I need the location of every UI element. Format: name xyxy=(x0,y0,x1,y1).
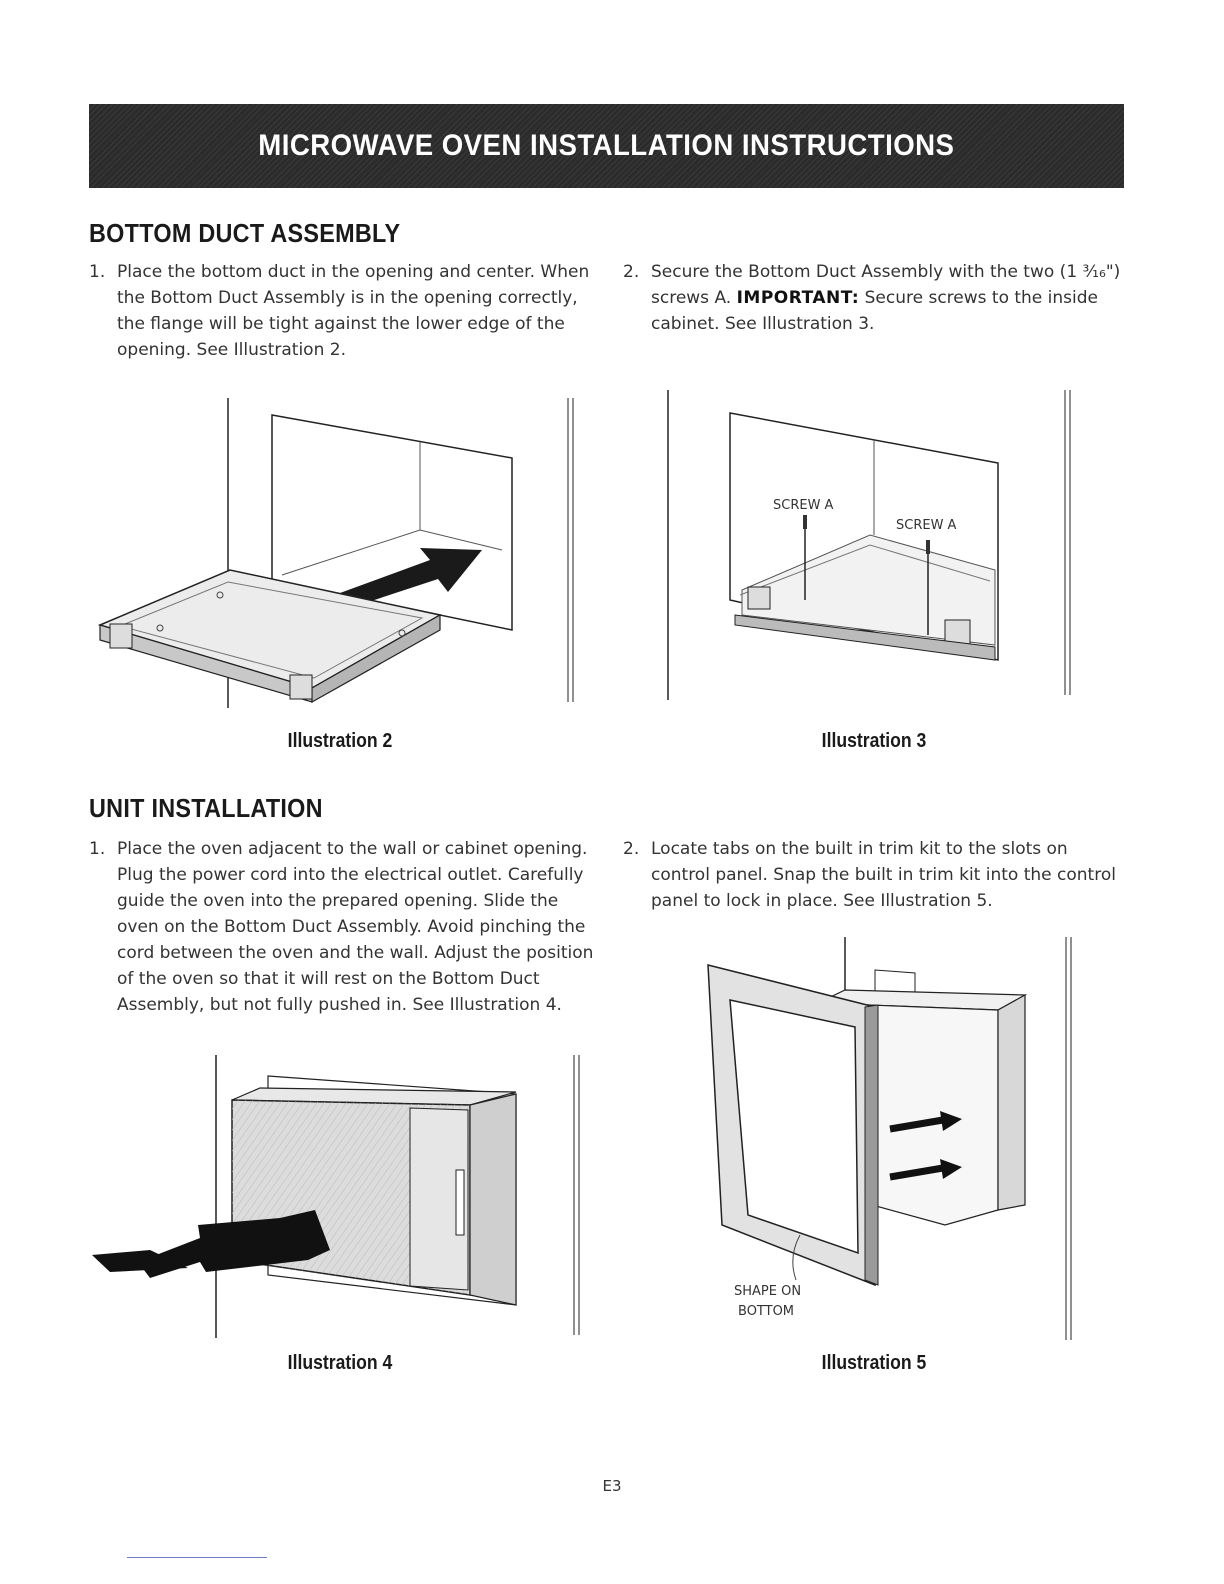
banner-title: MICROWAVE OVEN INSTALLATION INSTRUCTIONS xyxy=(258,129,955,162)
section-title-bottom-duct: BOTTOM DUCT ASSEMBLY xyxy=(89,218,401,248)
unit-install-step-2 xyxy=(623,836,1128,916)
footer-divider xyxy=(127,1557,267,1558)
illustration-4-caption: Illustration 4 xyxy=(287,1352,393,1374)
step-text: Place the bottom duct in the opening and center. When the Bottom Duct Assembly is in the opening correctly, the flange will be tight against the lower edge of the opening. See Illustration 2. xyxy=(117,262,590,360)
illustration-2-caption: Illustration 2 xyxy=(287,730,393,752)
illustration-4-oven-slide-in xyxy=(90,1050,590,1340)
step-number: 1. xyxy=(89,262,106,282)
step-number: 1. xyxy=(89,839,106,859)
illustration-3-caption: Illustration 3 xyxy=(821,730,927,752)
page-banner xyxy=(89,104,1124,188)
step-text: Locate tabs on the built in trim kit to the slots on control panel. Snap the built in trim kit into the control panel to lock in place. See Illustration 5. xyxy=(651,839,1116,911)
illustration-5-trim-kit xyxy=(700,935,1090,1340)
illustration-2-duct-into-opening xyxy=(90,390,590,710)
bottom-duct-step-1 xyxy=(89,259,594,369)
illustration-3-screws xyxy=(660,385,1090,705)
step-text xyxy=(651,259,1128,337)
screw-a-left-icon xyxy=(803,515,807,529)
step-text-part: Secure the Bottom Duct Assembly with the two (1 ³⁄₁₆") screws A. xyxy=(651,262,1121,308)
important-label: IMPORTANT: xyxy=(736,288,860,308)
step-number: 2. xyxy=(623,839,640,859)
shape-on-bottom-label-line1: SHAPE ON xyxy=(734,1284,802,1299)
screw-a-label-left: SCREW A xyxy=(773,498,834,513)
step-text-part: Secure screws to the inside cabinet. See Illustration 3. xyxy=(651,288,1098,334)
step-number: 2. xyxy=(623,262,640,282)
shape-on-bottom-label-line2: BOTTOM xyxy=(738,1304,795,1319)
screw-a-right-icon xyxy=(926,540,930,554)
screw-a-label-right: SCREW A xyxy=(896,518,957,533)
page-number: E3 xyxy=(602,1477,622,1495)
section-title-unit-installation: UNIT INSTALLATION xyxy=(89,793,323,823)
unit-install-step-1 xyxy=(89,836,594,1021)
bottom-duct-step-2 xyxy=(623,259,1128,339)
step-text: Place the oven adjacent to the wall or cabinet opening. Plug the power cord into the electrical outlet. Carefully guide the oven into the prepared opening. Slide the oven on the Bottom Duct Assembly. Avoid pinching the cord between the oven and the wall. Adjust the position of the oven so that it will rest on the Bottom Duct Assembly, but not fully pushed in. See Illustration 4. xyxy=(117,839,594,1015)
illustration-5-caption: Illustration 5 xyxy=(821,1352,927,1374)
